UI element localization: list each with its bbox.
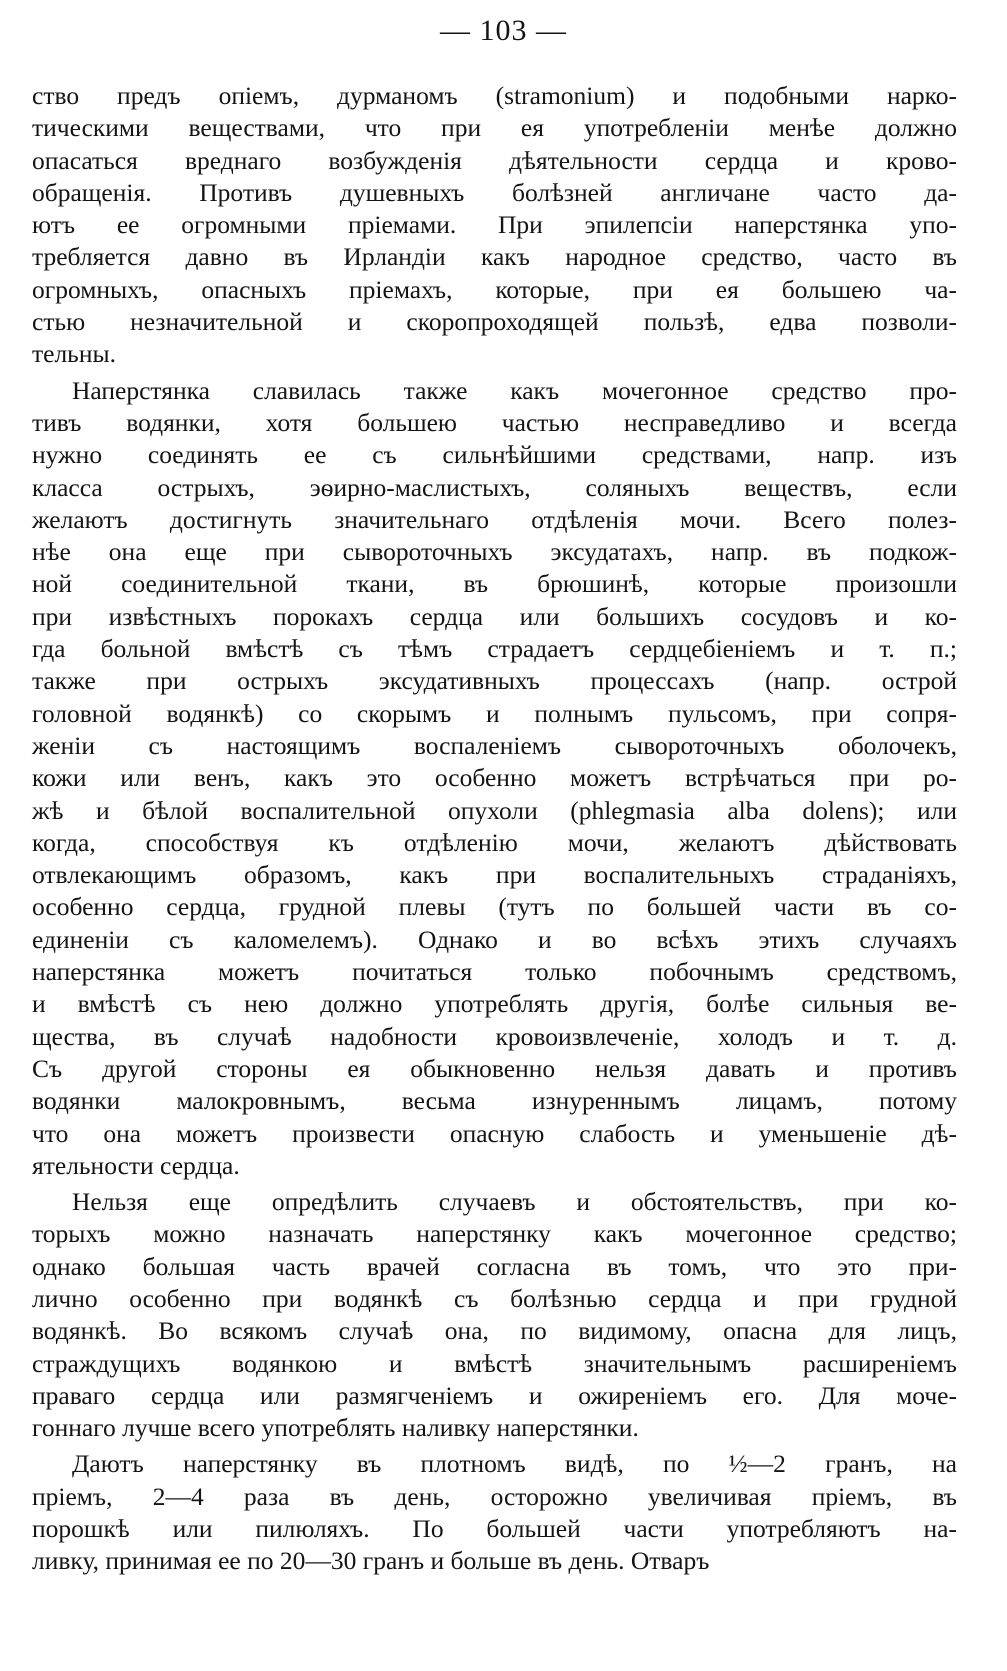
text-line: также при острыхъ эксудативныхъ процессахъ (напр. острой — [32, 666, 957, 696]
paragraph — [32, 80, 957, 371]
text-line: тическими веществами, что при ея употребленіи менѣе должно — [32, 113, 957, 143]
page-number: — 103 — — [440, 14, 567, 47]
text-line: особенно сердца, грудной плевы (тутъ по большей части въ со- — [32, 892, 957, 922]
text-line: Съ другой стороны ея обыкновенно нельзя давать и противъ — [32, 1053, 957, 1083]
text-line: ятельности сердца. — [32, 1150, 240, 1180]
text-line: щества, въ случаѣ надобности кровоизвлеченіе, холодъ и т. д. — [32, 1021, 957, 1051]
text-line: что она можетъ произвести опасную слабость и уменьшеніе дѣ- — [32, 1118, 957, 1148]
text-line: гда больной вмѣстѣ съ тѣмъ страдаетъ сердцебіеніемъ и т. п.; — [32, 634, 957, 664]
text-line: водянкѣ. Во всякомъ случаѣ она, по видимому, опасна для лицъ, — [32, 1316, 957, 1346]
text-line: огромныхъ, опасныхъ пріемахъ, которые, при ея большею ча- — [32, 274, 957, 304]
body-text — [32, 80, 957, 1582]
text-line: порошкѣ или пилюляхъ. По большей части употребляютъ на- — [32, 1514, 957, 1544]
text-line: наперстянка можетъ почитаться только побочнымъ средствомъ, — [32, 957, 957, 987]
text-line: страждущихъ водянкою и вмѣстѣ значительнымъ расширеніемъ — [32, 1348, 957, 1378]
text-line: ютъ ее огромными пріемами. При эпилепсіи наперстянка упо- — [32, 210, 957, 240]
text-line: праваго сердца или размягченіемъ и ожиреніемъ его. Для моче- — [32, 1380, 957, 1410]
text-line: единеніи съ каломелемъ). Однако и во всѣхъ этихъ случаяхъ — [32, 924, 957, 954]
text-line: при извѣстныхъ порокахъ сердца или большихъ сосудовъ и ко- — [32, 601, 957, 631]
text-line: женіи съ настоящимъ воспаленіемъ сывороточныхъ оболочекъ, — [32, 730, 957, 760]
text-line: пріемъ, 2—4 раза въ день, осторожно увеличивая пріемъ, въ — [32, 1481, 957, 1511]
text-line: опасаться вреднаго возбужденія дѣятельности сердца и крово- — [32, 145, 957, 175]
text-line: и вмѣстѣ съ нею должно употреблять другія, болѣе сильныя ве- — [32, 989, 957, 1019]
paragraph — [32, 375, 957, 1182]
text-line: Наперстянка славилась также какъ мочегонное средство про- — [72, 375, 957, 405]
text-line: тельны. — [32, 339, 116, 369]
text-line: когда, способствуя къ отдѣленію мочи, желаютъ дѣйствовать — [32, 827, 957, 857]
text-line: желаютъ достигнуть значительнаго отдѣленія мочи. Всего полез- — [32, 504, 957, 534]
text-line: Даютъ наперстянку въ плотномъ видѣ, по ½—2 гранъ, на — [72, 1449, 957, 1479]
text-line: класса острыхъ, эѳирно-маслистыхъ, соляныхъ веществъ, если — [32, 472, 957, 502]
text-line: ливку, принимая ее по 20—30 гранъ и больше въ день. Отваръ — [32, 1546, 710, 1576]
text-line: Нельзя еще опредѣлить случаевъ и обстоятельствъ, при ко- — [72, 1187, 957, 1217]
text-line: стью незначительной и скоропроходящей пользѣ, едва позволи- — [32, 307, 957, 337]
text-line: требляется давно въ Ирландіи какъ народное средство, часто въ — [32, 242, 957, 272]
text-line: тивъ водянки, хотя большею частью несправедливо и всегда — [32, 407, 957, 437]
text-line: лично особенно при водянкѣ съ болѣзнью сердца и при грудной — [32, 1283, 957, 1313]
text-line: торыхъ можно назначать наперстянку какъ мочегонное средство; — [32, 1219, 957, 1249]
text-line: жѣ и бѣлой воспалительной опухоли (phlegmasia alba dolens); или — [32, 795, 957, 825]
text-line: водянки малокровнымъ, весьма изнуреннымъ лицамъ, потому — [32, 1086, 957, 1116]
text-line: ство предъ опіемъ, дурманомъ (stramonium) и подобными нарко- — [32, 81, 957, 110]
text-line: головной водянкѣ) со скорымъ и полнымъ пульсомъ, при сопря- — [32, 698, 957, 728]
text-line: отвлекающимъ образомъ, какъ при воспалительныхъ страданіяхъ, — [32, 860, 957, 890]
paragraph — [32, 1448, 957, 1577]
text-line: кожи или венъ, какъ это особенно можетъ встрѣчаться при ро- — [32, 763, 957, 793]
text-line: обращенія. Противъ душевныхъ болѣзней англичане часто да- — [32, 177, 957, 207]
text-line: нужно соединять ее съ сильнѣйшими средствами, напр. изъ — [32, 440, 957, 470]
text-line: однако большая часть врачей согласна въ томъ, что это при- — [32, 1251, 957, 1281]
paragraph — [32, 1186, 957, 1444]
text-line: гоннаго лучше всего употреблять наливку наперстянки. — [32, 1413, 639, 1443]
text-line: ной соединительной ткани, въ брюшинѣ, которые произошли — [32, 569, 957, 599]
text-line: нѣе она еще при сывороточныхъ эксудатахъ, напр. въ подкож- — [32, 537, 957, 567]
